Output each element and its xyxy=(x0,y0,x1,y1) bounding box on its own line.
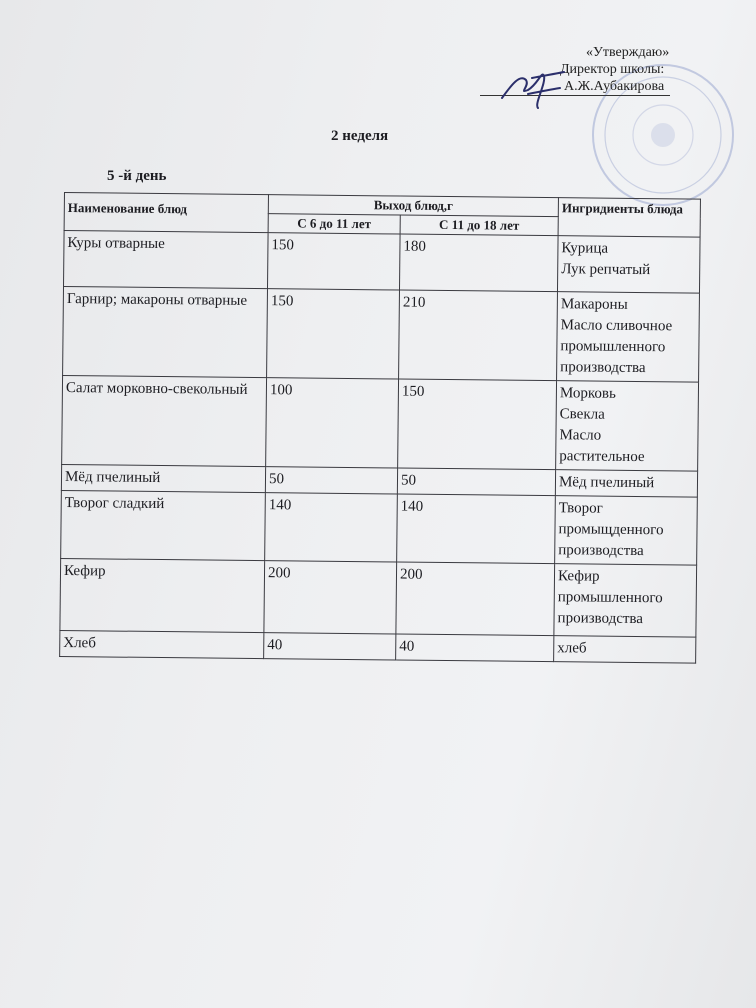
ingredient-item: Лук репчатый xyxy=(561,261,651,279)
yield-11-18: 200 xyxy=(396,562,555,636)
header-ingredients: Ингридиенты блюда xyxy=(558,198,700,237)
dish-name: Творог сладкий xyxy=(61,490,266,560)
approval-director-name: А.Ж.Аубакирова xyxy=(564,79,665,94)
yield-6-11: 50 xyxy=(265,467,397,494)
ingredient-item: хлеб xyxy=(557,640,587,657)
ingredients-cell xyxy=(554,564,697,637)
ingredients-cell xyxy=(557,236,700,293)
signature-icon xyxy=(498,64,568,110)
dish-name: Хлеб xyxy=(60,630,264,658)
table-row xyxy=(62,375,699,471)
ingredient-item: Масло сливочное xyxy=(560,317,673,335)
ingredient-item: производства xyxy=(558,542,644,560)
table-row xyxy=(60,558,697,637)
yield-6-11: 200 xyxy=(264,561,397,634)
ingredients-cell xyxy=(555,470,697,497)
header-age-6-11: С 6 до 11 лет xyxy=(268,214,400,234)
ingredients-cell xyxy=(555,496,698,565)
ingredients-cell xyxy=(554,636,696,663)
table-row xyxy=(64,231,701,294)
dish-name: Гарнир; макароны отварные xyxy=(63,287,268,378)
yield-6-11: 100 xyxy=(266,378,399,468)
ingredients-cell xyxy=(557,292,700,382)
yield-11-18: 210 xyxy=(399,290,558,381)
ingredient-item: производства xyxy=(560,359,646,377)
ingredient-item: производства xyxy=(557,610,644,628)
yield-11-18: 50 xyxy=(397,468,555,496)
menu-table xyxy=(59,192,701,664)
yield-6-11: 140 xyxy=(265,493,398,562)
ingredient-item: промышленного xyxy=(560,338,666,356)
week-title: 2 неделя xyxy=(331,128,389,144)
ingredient-item: Кефир xyxy=(557,568,600,585)
ingredient-item: Макароны xyxy=(560,296,628,313)
ingredient-item: растительное xyxy=(559,448,645,466)
ingredient-item: промышленного xyxy=(557,589,663,607)
ingredient-item: Свекла xyxy=(559,406,605,423)
table-row xyxy=(60,630,696,663)
dish-name: Кефир xyxy=(60,558,265,632)
yield-11-18: 140 xyxy=(397,494,556,564)
yield-6-11: 150 xyxy=(267,289,400,379)
ingredient-item: Морковь xyxy=(559,385,616,402)
dish-name: Мёд пчелиный xyxy=(61,464,265,492)
table-row xyxy=(61,490,698,565)
ingredient-item: Масло xyxy=(559,427,602,444)
approval-block xyxy=(560,44,740,95)
yield-11-18: 40 xyxy=(396,634,554,662)
approval-position: Директор школы: xyxy=(560,62,665,77)
dish-name: Салат морковно-свекольный xyxy=(62,375,267,466)
header-yield: Выход блюд,г xyxy=(268,195,558,217)
header-dish-name: Наименование блюд xyxy=(64,193,268,233)
yield-6-11: 150 xyxy=(267,233,400,290)
approval-title: «Утверждаю» xyxy=(586,45,670,60)
yield-6-11: 40 xyxy=(264,633,396,660)
ingredient-item: Творог xyxy=(558,500,603,517)
yield-11-18: 180 xyxy=(399,234,558,292)
yield-11-18: 150 xyxy=(398,379,557,470)
ingredients-cell xyxy=(556,381,699,471)
dish-name: Куры отварные xyxy=(64,231,269,289)
header-age-11-18: С 11 до 18 лет xyxy=(400,215,558,236)
day-title: 5 -й день xyxy=(107,168,167,184)
table-row xyxy=(63,287,700,383)
ingredient-item: Курица xyxy=(561,240,609,257)
ingredient-item: Мёд пчелиный xyxy=(558,474,655,492)
ingredient-item: промыщденного xyxy=(558,521,664,539)
